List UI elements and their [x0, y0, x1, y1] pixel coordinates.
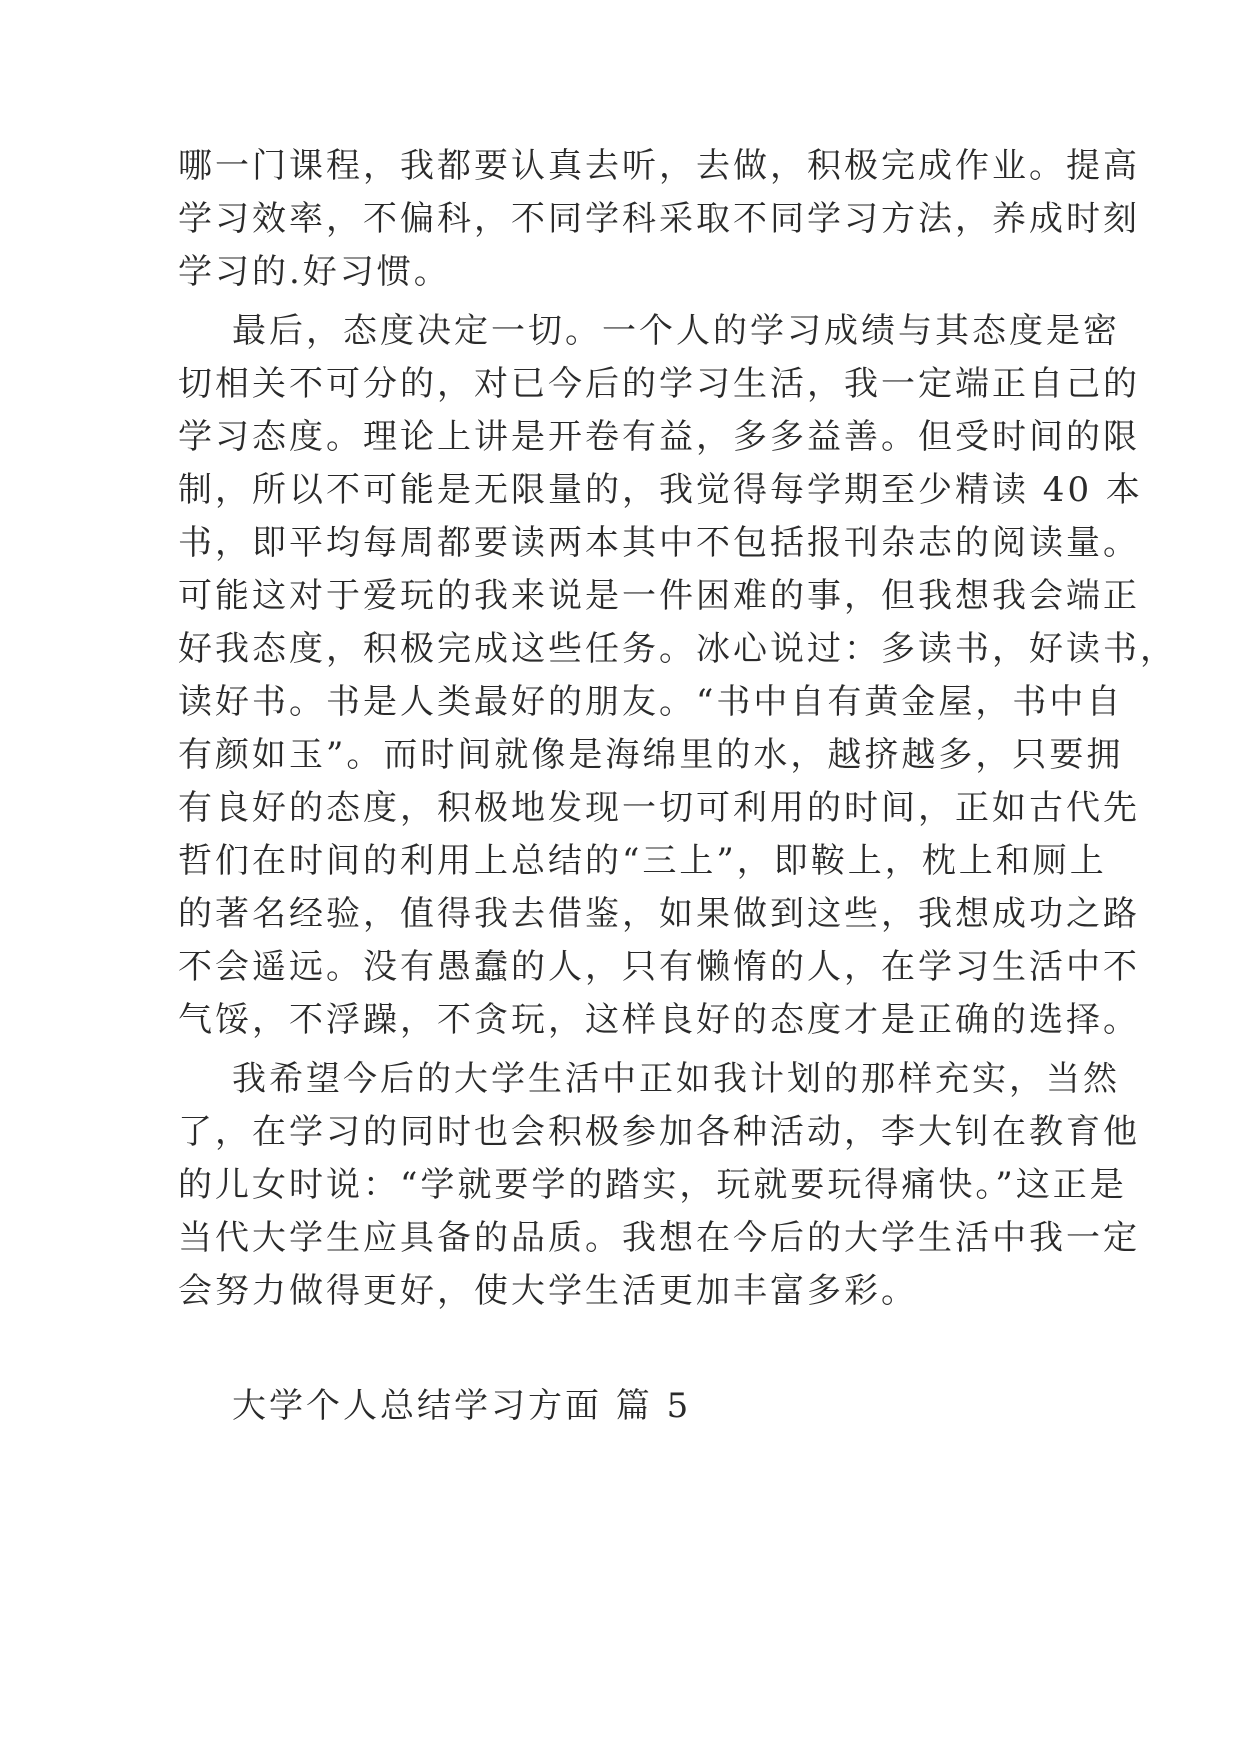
text-line: 学习态度。理论上讲是开卷有益，多多益善。但受时间的限 [178, 417, 1140, 457]
text-line: 有良好的态度，积极地发现一切可利用的时间，正如古代先 [178, 788, 1140, 828]
section-heading: 大学个人总结学习方面 篇 5 [232, 1386, 692, 1426]
text-line: 当代大学生应具备的品质。我想在今后的大学生活中我一定 [178, 1218, 1140, 1258]
text-line: 读好书。书是人类最好的朋友。“书中自有黄金屋，书中自 [178, 682, 1124, 722]
text-line: 学习效率，不偏科，不同学科采取不同学习方法，养成时刻 [178, 199, 1140, 239]
text-line: 会努力做得更好，使大学生活更加丰富多彩。 [178, 1271, 918, 1311]
paragraph-first-line: 我希望今后的大学生活中正如我计划的那样充实，当然 [232, 1059, 1120, 1099]
text-line: 哲们在时间的利用上总结的“三上”，即鞍上，枕上和厕上 [178, 841, 1107, 881]
paragraph-first-line: 最后，态度决定一切。一个人的学习成绩与其态度是密 [232, 311, 1120, 351]
text-line: 不会遥远。没有愚蠢的人，只有懒惰的人，在学习生活中不 [178, 947, 1140, 987]
text-line: 气馁，不浮躁，不贪玩，这样良好的态度才是正确的选择。 [178, 1000, 1140, 1040]
text-line: 制，所以不可能是无限量的，我觉得每学期至少精读 40 本 [178, 470, 1143, 510]
text-line: 学习的.好习惯。 [178, 252, 451, 292]
text-line: 了，在学习的同时也会积极参加各种活动，李大钊在教育他 [178, 1112, 1140, 1152]
text-line: 有颜如玉”。而时间就像是海绵里的水，越挤越多，只要拥 [178, 735, 1124, 775]
text-line: 切相关不可分的，对已今后的学习生活，我一定端正自己的 [178, 364, 1140, 404]
text-line: 的儿女时说：“学就要学的踏实，玩就要玩得痛快。”这正是 [178, 1165, 1127, 1205]
text-line: 好我态度，积极完成这些任务。冰心说过：多读书，好读书， [178, 629, 1177, 669]
text-line: 可能这对于爱玩的我来说是一件困难的事，但我想我会端正 [178, 576, 1140, 616]
text-line: 的著名经验，值得我去借鉴，如果做到这些，我想成功之路 [178, 894, 1140, 934]
text-line: 书，即平均每周都要读两本其中不包括报刊杂志的阅读量。 [178, 523, 1140, 563]
text-line: 哪一门课程，我都要认真去听，去做，积极完成作业。提高 [178, 146, 1140, 186]
